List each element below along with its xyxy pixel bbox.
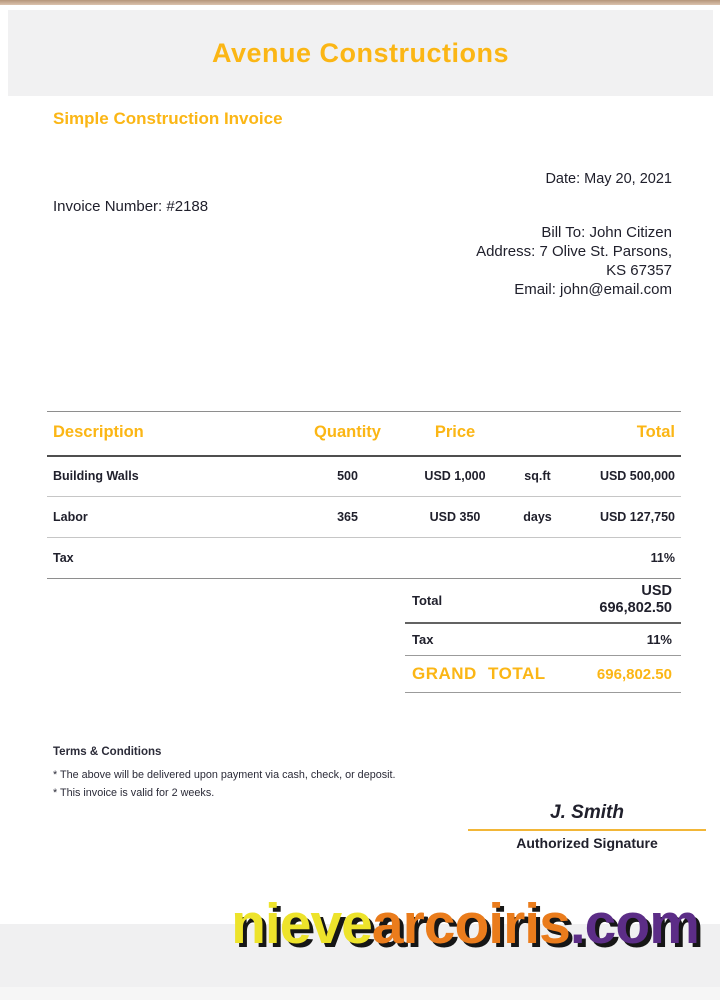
terms-item: * This invoice is valid for 2 weeks. bbox=[53, 787, 215, 799]
terms-heading: Terms & Conditions bbox=[53, 746, 162, 758]
item-price bbox=[400, 538, 510, 579]
grand-total-label: GRAND TOTAL bbox=[412, 664, 546, 683]
company-name: Avenue Constructions bbox=[211, 37, 510, 68]
item-unit: days bbox=[510, 497, 565, 538]
table-row bbox=[47, 538, 681, 579]
line-items-table bbox=[47, 411, 681, 579]
item-quantity bbox=[295, 538, 400, 579]
invoice-date: Date: May 20, 2021 bbox=[545, 171, 672, 187]
summary-grand-total-row bbox=[405, 656, 681, 693]
item-description: Labor bbox=[47, 497, 295, 538]
col-header-description: Description bbox=[47, 412, 295, 456]
terms-item: * The above will be delivered upon payment via cash, check, or deposit. bbox=[53, 769, 396, 781]
grand-total-value: 696,802.50 bbox=[596, 665, 672, 683]
summary-tax-value: 11% bbox=[646, 632, 672, 647]
invoice-title: Simple Construction Invoice bbox=[53, 109, 283, 128]
summary-total-amount: 696,802.50 bbox=[599, 600, 672, 616]
summary-block bbox=[405, 578, 681, 693]
item-unit bbox=[510, 538, 565, 579]
item-description: Building Walls bbox=[47, 456, 295, 497]
item-total: 11% bbox=[565, 538, 681, 579]
watermark-part-nieve: nieve bbox=[231, 892, 372, 956]
item-quantity: 365 bbox=[295, 497, 400, 538]
summary-total-currency: USD bbox=[641, 583, 672, 599]
bill-to-address-line1: Address: 7 Olive St. Parsons, bbox=[476, 243, 672, 260]
bill-to-name: Bill To: John Citizen bbox=[541, 224, 672, 241]
item-description: Tax bbox=[47, 538, 295, 579]
bill-to-block bbox=[476, 223, 672, 299]
invoice-number: Invoice Number: #2188 bbox=[53, 198, 209, 215]
header-band bbox=[8, 10, 713, 96]
table-row bbox=[47, 456, 681, 497]
item-quantity: 500 bbox=[295, 456, 400, 497]
summary-tax-label: Tax bbox=[412, 632, 434, 647]
summary-tax-row bbox=[405, 624, 681, 656]
summary-total-value bbox=[599, 583, 672, 617]
bill-to-address-line2: KS 67357 bbox=[606, 262, 672, 279]
top-border-stripe bbox=[0, 0, 720, 5]
signature-label: Authorized Signature bbox=[516, 835, 658, 851]
table-header-row bbox=[47, 412, 681, 456]
table-row bbox=[47, 497, 681, 538]
item-total: USD 127,750 bbox=[565, 497, 681, 538]
col-header-price: Price bbox=[400, 412, 510, 456]
item-unit: sq.ft bbox=[510, 456, 565, 497]
col-header-total: Total bbox=[565, 412, 681, 456]
signature-name: J. Smith bbox=[468, 802, 706, 831]
col-header-unit-empty bbox=[510, 412, 565, 456]
watermark-part-com: .com bbox=[569, 892, 699, 956]
signature-block bbox=[468, 802, 706, 851]
bill-to-email: Email: john@email.com bbox=[514, 281, 672, 298]
watermark-site-name bbox=[231, 892, 699, 956]
col-header-quantity: Quantity bbox=[295, 412, 400, 456]
terms-block bbox=[53, 746, 396, 802]
watermark-part-arcoiris: arcoiris bbox=[371, 892, 570, 956]
bottom-light-strip bbox=[0, 987, 720, 1000]
item-total: USD 500,000 bbox=[565, 456, 681, 497]
item-price: USD 1,000 bbox=[400, 456, 510, 497]
summary-total-label: Total bbox=[412, 592, 443, 608]
item-price: USD 350 bbox=[400, 497, 510, 538]
summary-total-row bbox=[405, 578, 681, 624]
